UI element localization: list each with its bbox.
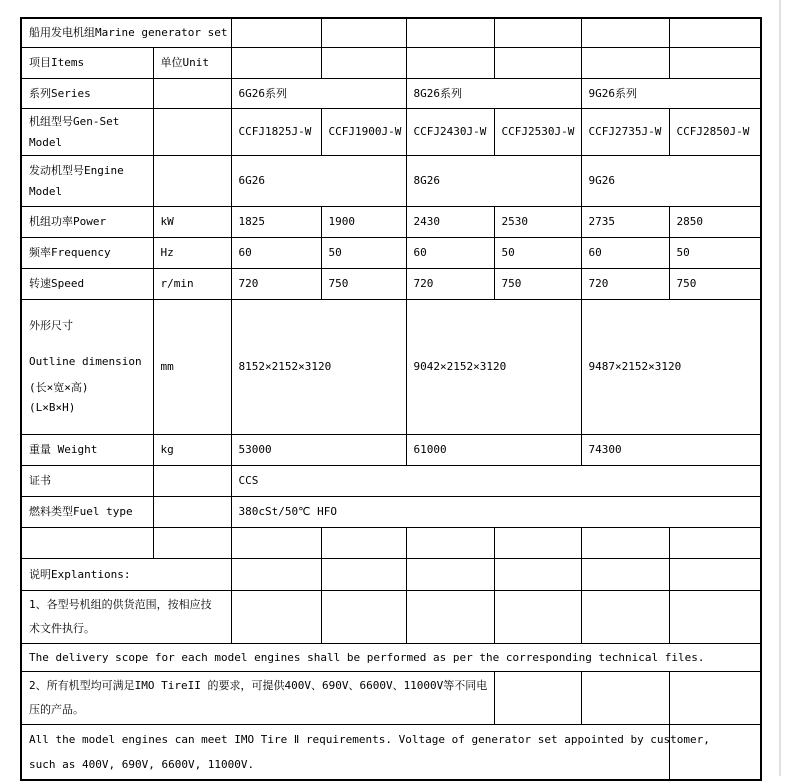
empty-cell: [494, 671, 581, 724]
certificate-label-cell: 证书: [21, 465, 153, 496]
empty-cell: [494, 527, 581, 558]
power-unit-cell: kW: [153, 206, 231, 237]
speed-label-cell: 转速Speed: [21, 268, 153, 299]
fuel-type-label-cell: 燃料类型Fuel type: [21, 496, 153, 527]
power-value-cell: 1825: [231, 206, 321, 237]
table-title-cell: 船用发电机组Marine generator set: [21, 18, 231, 47]
text-line: 1、各型号机组的供货范围，按相应技: [29, 597, 212, 611]
empty-cell: [669, 558, 761, 590]
empty-cell: [406, 590, 494, 643]
genset-model-value-cell: CCFJ1900J-W: [321, 108, 406, 155]
empty-cell: [231, 558, 321, 590]
outline-value-cell: 8152×2152×3120: [231, 299, 406, 434]
empty-cell: [321, 590, 406, 643]
table-row: [21, 237, 761, 268]
explanations-heading-cell: 说明Explantions:: [21, 558, 231, 590]
series-value-cell: 9G26系列: [581, 78, 761, 108]
table-row: [21, 590, 761, 643]
series-label-cell: 系列Series: [21, 78, 153, 108]
speed-value-cell: 720: [581, 268, 669, 299]
table-row: [21, 434, 761, 465]
items-header-cell: 项目Items: [21, 47, 153, 78]
text-line: 压的产品。: [29, 702, 84, 716]
frequency-value-cell: 50: [669, 237, 761, 268]
text-line: 机组型号Gen-Set: [29, 114, 120, 128]
empty-cell: [669, 527, 761, 558]
genset-model-value-cell: CCFJ2850J-W: [669, 108, 761, 155]
empty-cell: [581, 558, 669, 590]
engine-model-value-cell: 9G26: [581, 155, 761, 206]
empty-cell: [321, 18, 406, 47]
empty-cell: [581, 18, 669, 47]
page-edge-line: [779, 0, 781, 776]
table-row: [21, 206, 761, 237]
weight-label-cell: 重量 Weight: [21, 434, 153, 465]
text-line: Outline dimension: [29, 354, 142, 368]
table-row: [21, 78, 761, 108]
outline-unit-cell: mm: [153, 299, 231, 434]
empty-cell: [406, 527, 494, 558]
power-value-cell: 1900: [321, 206, 406, 237]
empty-cell: [321, 558, 406, 590]
empty-cell: [669, 18, 761, 47]
genset-model-value-cell: CCFJ1825J-W: [231, 108, 321, 155]
outline-dimension-label-cell: [21, 299, 153, 434]
frequency-value-cell: 60: [581, 237, 669, 268]
frequency-value-cell: 50: [494, 237, 581, 268]
empty-cell: [581, 590, 669, 643]
table-row: [21, 496, 761, 527]
text-line: 外形尺寸: [29, 318, 73, 332]
table-row: [21, 527, 761, 558]
frequency-unit-cell: Hz: [153, 237, 231, 268]
genset-model-label-cell: [21, 108, 153, 155]
outline-value-cell: 9042×2152×3120: [406, 299, 581, 434]
empty-cell: [153, 496, 231, 527]
frequency-value-cell: 60: [406, 237, 494, 268]
genset-model-value-cell: CCFJ2530J-W: [494, 108, 581, 155]
note2-en-cell: [21, 724, 710, 780]
power-label-cell: 机组功率Power: [21, 206, 153, 237]
empty-cell: [494, 18, 581, 47]
certificate-value-cell: CCS: [231, 465, 761, 496]
speed-value-cell: 720: [231, 268, 321, 299]
text-line: (L×B×H): [29, 400, 76, 414]
marine-generator-spec-table: [20, 17, 762, 781]
power-value-cell: 2430: [406, 206, 494, 237]
empty-cell: [669, 590, 761, 643]
power-value-cell: 2735: [581, 206, 669, 237]
frequency-value-cell: 60: [231, 237, 321, 268]
power-value-cell: 2850: [669, 206, 761, 237]
empty-cell: [669, 671, 761, 724]
weight-value-cell: 53000: [231, 434, 406, 465]
text-line: (长×宽×高): [29, 380, 89, 394]
outline-value-cell: 9487×2152×3120: [581, 299, 761, 434]
table-row: [21, 108, 761, 155]
empty-cell: [669, 47, 761, 78]
frequency-value-cell: 50: [321, 237, 406, 268]
table-row: [21, 671, 761, 724]
table-row: [21, 299, 761, 434]
text-line: Model: [29, 135, 63, 149]
empty-cell: [21, 527, 153, 558]
note1-cn-cell: [21, 590, 231, 643]
note2-cn-cell: [21, 671, 494, 724]
empty-cell: [406, 47, 494, 78]
note1-en-cell: The delivery scope for each model engines shall be performed as per the corresponding technical files.: [21, 643, 761, 671]
speed-value-cell: 750: [494, 268, 581, 299]
empty-cell: [581, 527, 669, 558]
empty-cell: [406, 558, 494, 590]
empty-cell: [153, 155, 231, 206]
text-line: 发动机型号Engine: [29, 163, 124, 177]
table-row: [21, 643, 761, 671]
text-line: All the model engines can meet IMO Tire Ⅱ requirements. Voltage of generator set appointed by customer,: [29, 732, 710, 746]
speed-value-cell: 750: [669, 268, 761, 299]
speed-value-cell: 750: [321, 268, 406, 299]
text-line: such as 400V, 690V, 6600V, 11000V.: [29, 757, 255, 771]
series-value-cell: 6G26系列: [231, 78, 406, 108]
empty-cell: [494, 558, 581, 590]
table-row: [21, 47, 761, 78]
engine-model-value-cell: 6G26: [231, 155, 406, 206]
table-row: [21, 465, 761, 496]
fuel-type-value-cell: 380cSt/50℃ HFO: [231, 496, 761, 527]
speed-unit-cell: r/min: [153, 268, 231, 299]
power-value-cell: 2530: [494, 206, 581, 237]
empty-cell: [153, 108, 231, 155]
engine-model-label-cell: [21, 155, 153, 206]
genset-model-value-cell: CCFJ2735J-W: [581, 108, 669, 155]
empty-cell: [153, 527, 231, 558]
table-row: [21, 155, 761, 206]
weight-value-cell: 61000: [406, 434, 581, 465]
unit-header-cell: 单位Unit: [153, 47, 231, 78]
genset-model-value-cell: CCFJ2430J-W: [406, 108, 494, 155]
empty-cell: [406, 18, 494, 47]
series-value-cell: 8G26系列: [406, 78, 581, 108]
empty-cell: [494, 47, 581, 78]
speed-value-cell: 720: [406, 268, 494, 299]
empty-cell: [231, 527, 321, 558]
text-line: 术文件执行。: [29, 621, 95, 635]
empty-cell: [494, 590, 581, 643]
engine-model-value-cell: 8G26: [406, 155, 581, 206]
table-row: [21, 724, 761, 780]
weight-value-cell: 74300: [581, 434, 761, 465]
empty-cell: [321, 527, 406, 558]
empty-cell: [581, 671, 669, 724]
empty-cell: [153, 78, 231, 108]
frequency-label-cell: 频率Frequency: [21, 237, 153, 268]
weight-unit-cell: kg: [153, 434, 231, 465]
empty-cell: [321, 47, 406, 78]
table-row: [21, 268, 761, 299]
empty-cell: [581, 47, 669, 78]
empty-cell: [231, 47, 321, 78]
empty-cell: [231, 590, 321, 643]
empty-cell: [153, 465, 231, 496]
empty-cell: [231, 18, 321, 47]
table-row: [21, 18, 761, 47]
text-line: Model: [29, 184, 63, 198]
table-row: [21, 558, 761, 590]
text-line: 2、所有机型均可满足IMO TireII 的要求，可提供400V、690V、6600V、11000V等不同电: [29, 678, 488, 692]
